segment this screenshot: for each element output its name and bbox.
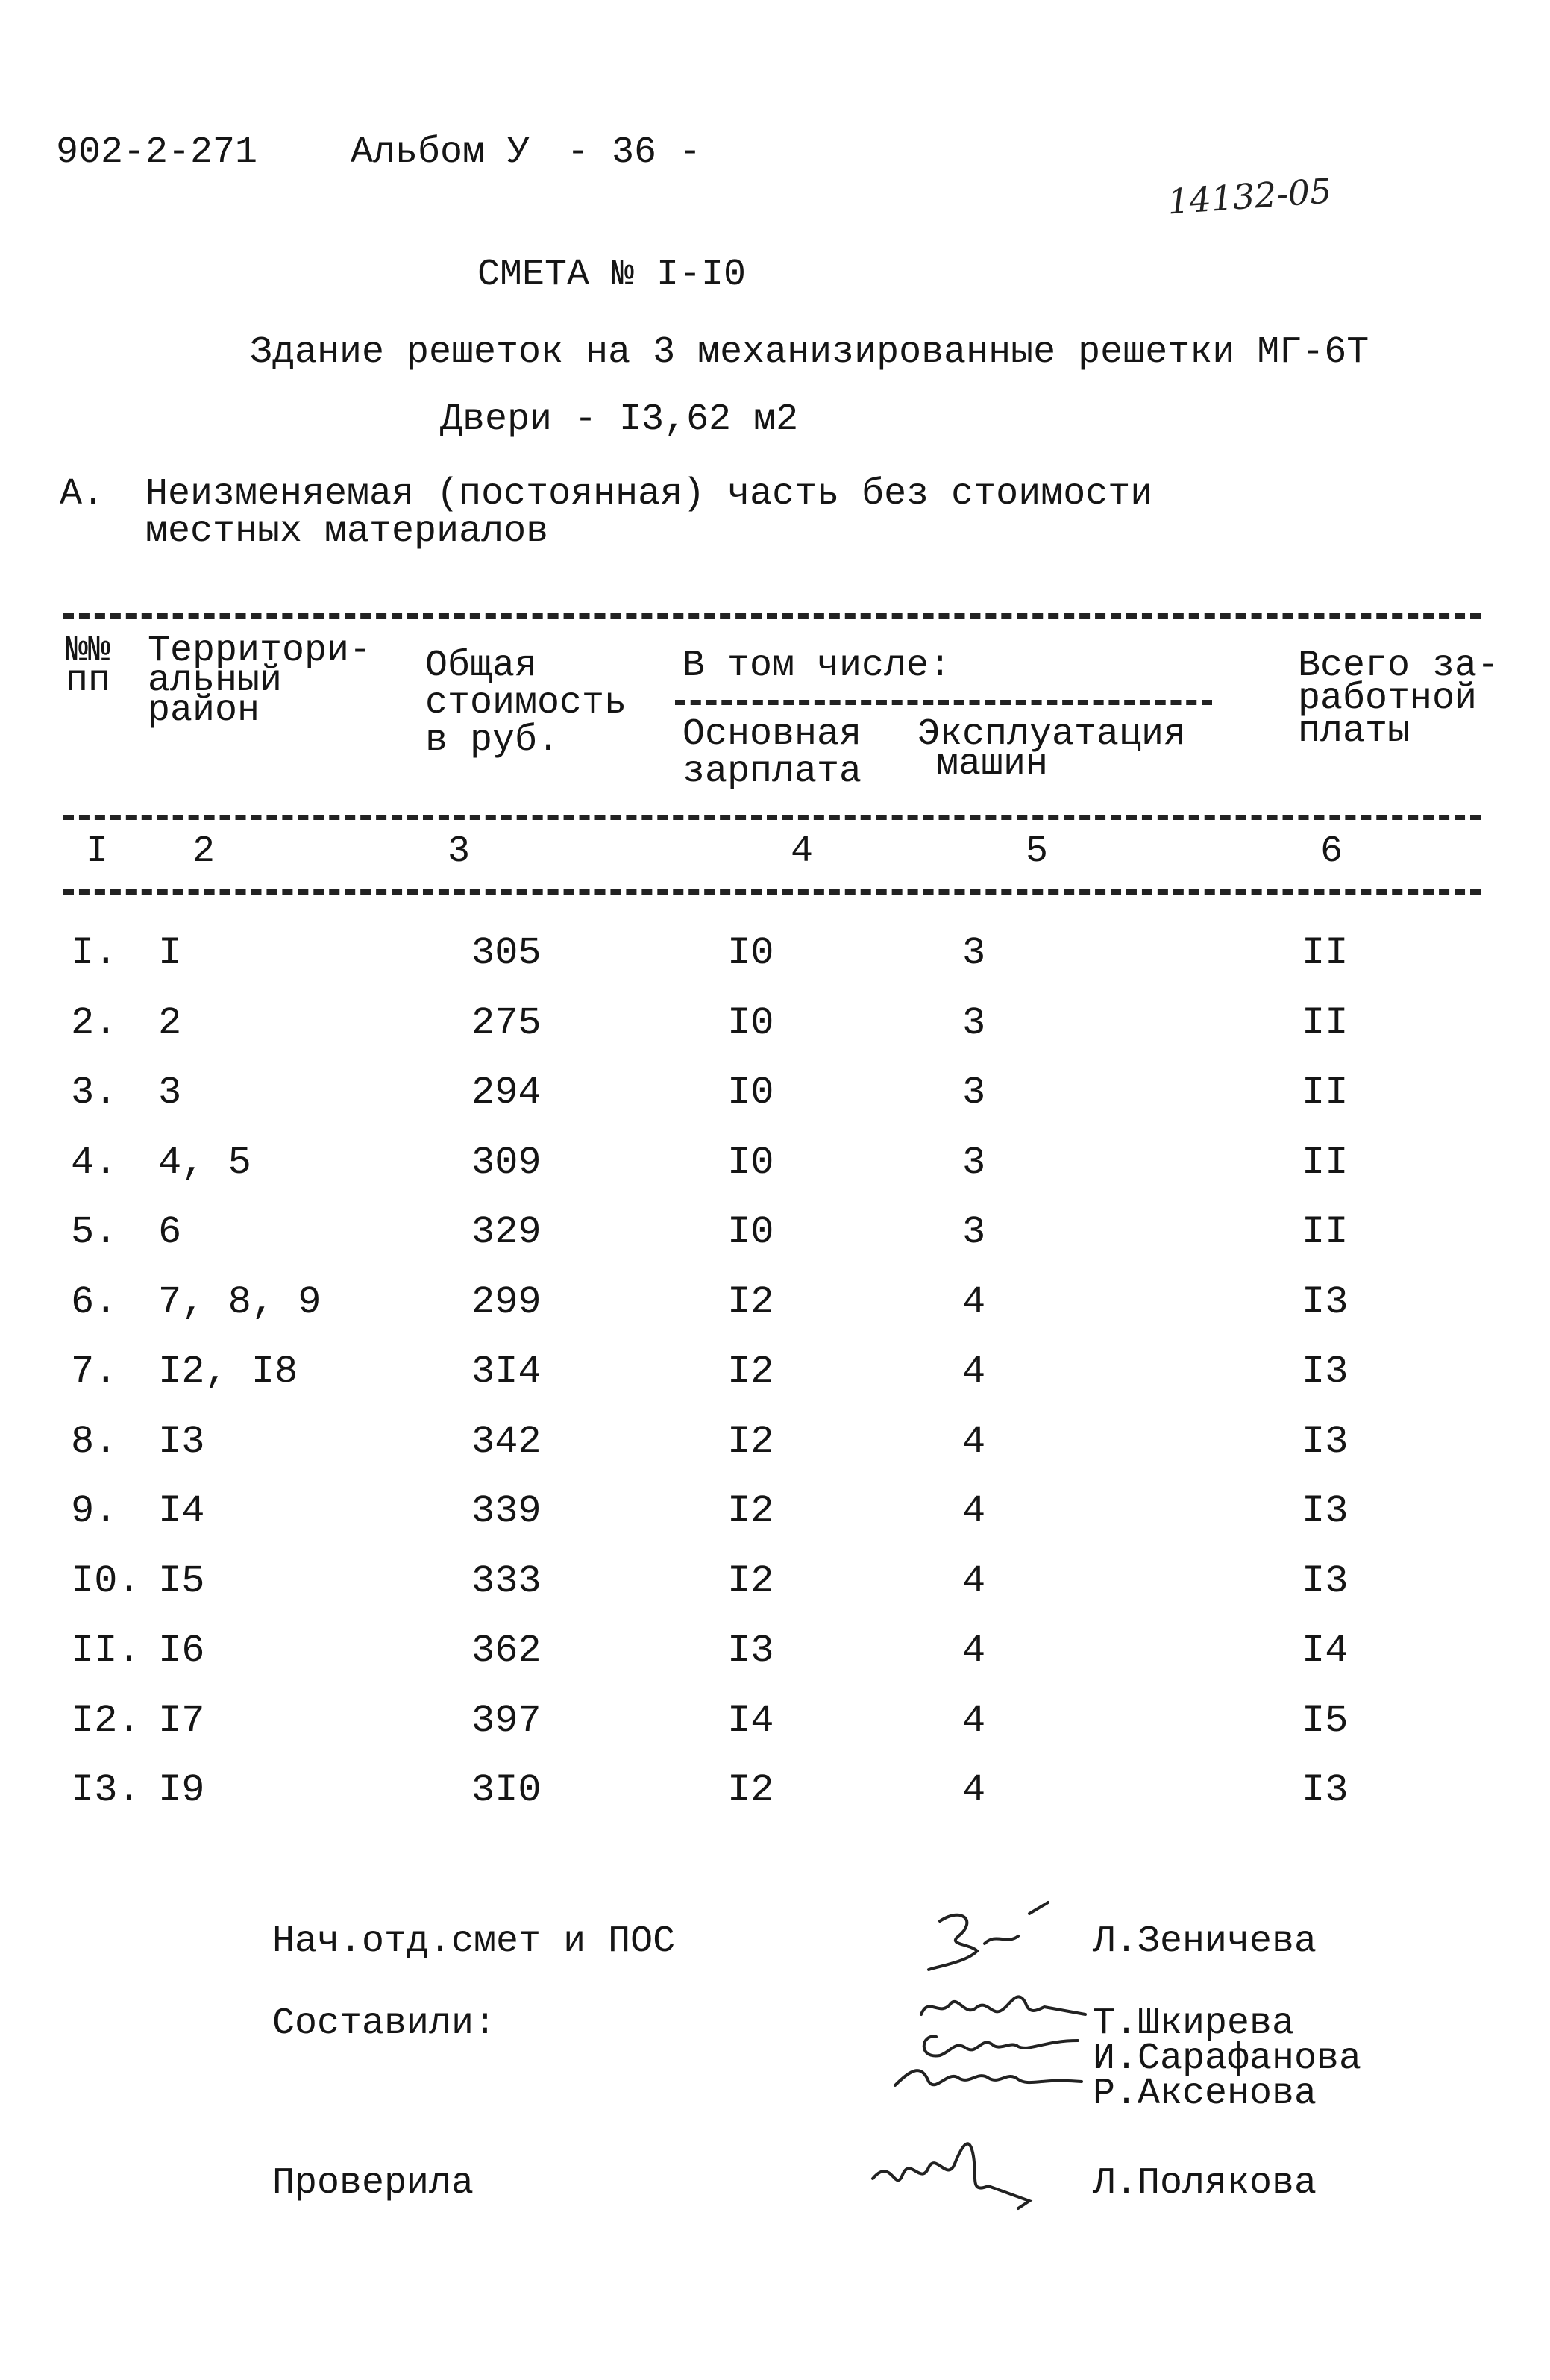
header-salary-1: Основная [683, 713, 862, 756]
cell-total-cost: 294 [471, 1071, 542, 1115]
cell-total-wages: I3 [1302, 1280, 1349, 1324]
cell-total-wages: I3 [1302, 1350, 1349, 1394]
cell-base-salary: I0 [727, 1001, 774, 1045]
cell-total-wages: I3 [1302, 1768, 1349, 1812]
header-salary-2: зарплата [683, 751, 862, 793]
header-num-1: №№ [66, 630, 111, 672]
cell-region: 2 [158, 1001, 182, 1045]
cell-row-number: 9. [71, 1489, 118, 1533]
cell-total-cost: 333 [471, 1559, 542, 1603]
header-bottom-rule [63, 815, 1481, 820]
cell-machine-operation: 3 [962, 1210, 986, 1254]
table-top-rule [63, 613, 1481, 619]
cell-region: I4 [158, 1489, 205, 1533]
header-cost-1: Общая [425, 645, 538, 687]
cell-region: 3 [158, 1071, 182, 1115]
cell-machine-operation: 4 [962, 1420, 986, 1464]
cell-total-wages: II [1302, 1001, 1349, 1045]
compiled-name-3: Р.Аксенова [1093, 2073, 1317, 2115]
cell-total-wages: II [1302, 931, 1349, 975]
cell-machine-operation: 4 [962, 1768, 986, 1812]
column-number: 2 [192, 830, 216, 873]
header-territory-2: альный [148, 660, 283, 702]
cell-row-number: 8. [71, 1420, 118, 1464]
column-number: 4 [791, 830, 814, 873]
cell-row-number: 6. [71, 1280, 118, 1324]
section-letter: А. [60, 473, 105, 516]
cell-region: 4, 5 [158, 1141, 251, 1185]
cell-total-wages: II [1302, 1071, 1349, 1115]
page-number: - 36 - [567, 131, 702, 174]
cell-region: I9 [158, 1768, 205, 1812]
column-number: 5 [1026, 830, 1049, 873]
header-territory-3: район [148, 689, 260, 732]
signature-compiled-3 [880, 2048, 1089, 2100]
cell-base-salary: I0 [727, 931, 774, 975]
cell-row-number: II. [71, 1629, 141, 1673]
compiled-name-2: И.Сарафанова [1093, 2038, 1362, 2080]
header-machines-2: машин [936, 743, 1049, 786]
cell-machine-operation: 4 [962, 1629, 986, 1673]
header-including: В том числе: [683, 645, 952, 687]
checked-name: Л.Полякова [1093, 2162, 1317, 2205]
cell-region: I [158, 931, 182, 975]
cell-total-cost: 339 [471, 1489, 542, 1533]
cell-base-salary: I4 [727, 1699, 774, 1743]
cell-base-salary: I2 [727, 1768, 774, 1812]
column-number: I [86, 830, 109, 873]
cell-base-salary: I2 [727, 1280, 774, 1324]
signature-checked [858, 2126, 1067, 2216]
item-title: Двери - I3,62 м2 [440, 398, 799, 441]
column-number: 6 [1320, 830, 1343, 873]
cell-region: I6 [158, 1629, 205, 1673]
cell-machine-operation: 4 [962, 1280, 986, 1324]
header-num-2: пп [66, 660, 111, 702]
cell-machine-operation: 4 [962, 1699, 986, 1743]
cell-region: I7 [158, 1699, 205, 1743]
header-cost-3: в руб. [425, 719, 560, 762]
cell-region: I2, I8 [158, 1350, 298, 1394]
compiled-role: Составили: [272, 2002, 497, 2045]
cell-base-salary: I2 [727, 1350, 774, 1394]
cell-total-cost: 299 [471, 1280, 542, 1324]
cell-total-cost: 309 [471, 1141, 542, 1185]
cell-row-number: 5. [71, 1210, 118, 1254]
header-total-1: Всего за- [1298, 645, 1500, 687]
cell-base-salary: I0 [727, 1141, 774, 1185]
cell-base-salary: I3 [727, 1629, 774, 1673]
cell-row-number: 4. [71, 1141, 118, 1185]
cell-row-number: I. [71, 931, 118, 975]
cell-total-cost: 305 [471, 931, 542, 975]
cell-total-cost: 3I4 [471, 1350, 542, 1394]
handwritten-reference: 14132-05 [1166, 170, 1334, 222]
cell-row-number: 3. [71, 1071, 118, 1115]
cell-machine-operation: 3 [962, 1071, 986, 1115]
head-role: Нач.отд.смет и ПОС [272, 1920, 676, 1963]
header-territory-1: Территори- [148, 630, 372, 672]
section-line-1: Неизменяемая (постоянная) часть без стоимости [145, 473, 1153, 516]
cell-total-cost: 397 [471, 1699, 542, 1743]
signature-head [895, 1899, 1089, 1981]
cell-region: 7, 8, 9 [158, 1280, 321, 1324]
header-machines-1: Эксплуатация [917, 713, 1187, 756]
cell-base-salary: I0 [727, 1210, 774, 1254]
document-code: 902-2-271 [56, 131, 258, 174]
cell-machine-operation: 4 [962, 1350, 986, 1394]
checked-role: Проверила [272, 2162, 474, 2205]
cell-row-number: I3. [71, 1768, 141, 1812]
cell-region: I3 [158, 1420, 205, 1464]
compiled-name-1: Т.Шкирева [1093, 2002, 1295, 2045]
cell-region: I5 [158, 1559, 205, 1603]
cell-total-wages: II [1302, 1141, 1349, 1185]
cell-machine-operation: 4 [962, 1559, 986, 1603]
cell-row-number: I2. [71, 1699, 141, 1743]
album-label: Альбом У [351, 131, 530, 174]
cell-base-salary: I2 [727, 1420, 774, 1464]
cell-row-number: 7. [71, 1350, 118, 1394]
cell-machine-operation: 3 [962, 1141, 986, 1185]
cell-base-salary: I2 [727, 1489, 774, 1533]
cell-total-cost: 275 [471, 1001, 542, 1045]
cell-total-wages: I3 [1302, 1559, 1349, 1603]
building-title: Здание решеток на 3 механизированные решетки МГ-6Т [250, 331, 1369, 374]
header-total-2: работной [1298, 677, 1478, 720]
column-number: 3 [448, 830, 471, 873]
cell-machine-operation: 3 [962, 1001, 986, 1045]
cell-total-wages: I5 [1302, 1699, 1349, 1743]
cell-total-wages: I4 [1302, 1629, 1349, 1673]
cell-total-wages: II [1302, 1210, 1349, 1254]
cell-machine-operation: 3 [962, 931, 986, 975]
cell-total-cost: 329 [471, 1210, 542, 1254]
cell-total-cost: 362 [471, 1629, 542, 1673]
cell-total-wages: I3 [1302, 1489, 1349, 1533]
header-total-3: платы [1298, 710, 1411, 753]
section-line-2: местных материалов [145, 510, 549, 553]
head-name: Л.Зеничева [1093, 1920, 1317, 1963]
estimate-title: СМЕТА № I-I0 [477, 254, 747, 296]
cell-total-wages: I3 [1302, 1420, 1349, 1464]
cell-base-salary: I2 [727, 1559, 774, 1603]
cell-machine-operation: 4 [962, 1489, 986, 1533]
cell-total-cost: 342 [471, 1420, 542, 1464]
subheader-rule [675, 700, 1212, 705]
cell-row-number: I0. [71, 1559, 141, 1603]
cell-row-number: 2. [71, 1001, 118, 1045]
cell-total-cost: 3I0 [471, 1768, 542, 1812]
cell-base-salary: I0 [727, 1071, 774, 1115]
cell-region: 6 [158, 1210, 182, 1254]
header-cost-2: стоимость [425, 682, 627, 724]
column-numbers-rule [63, 889, 1481, 895]
